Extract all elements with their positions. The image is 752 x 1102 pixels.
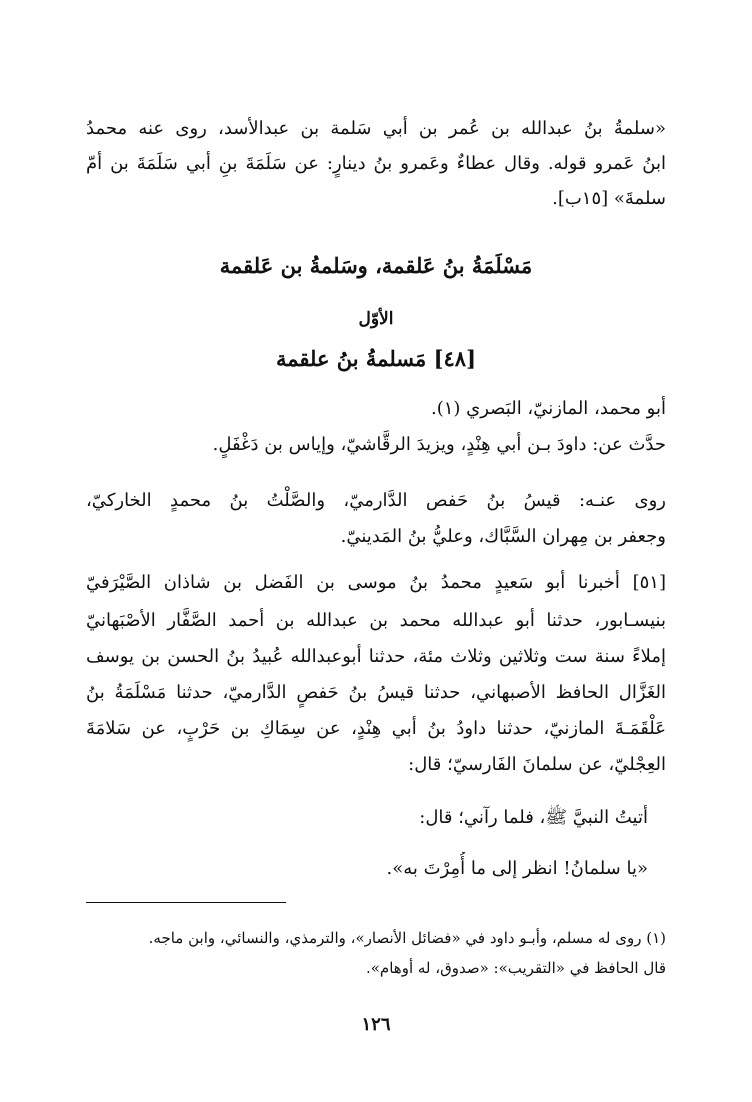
hadith-line-6: العِجْليّ، عن سلمانَ الفَارسيّ؛ قال: — [408, 754, 666, 775]
entry-line-narrated-from: حدَّث عن: داودَ بـن أبي هِنْدٍ، ويزيدَ الرقَّاشيّ، وإياس بن دَغْفَلٍ. — [212, 434, 666, 455]
entry-line-kunya: أبو محمد، المازنيّ، البَصري (١). — [430, 398, 666, 419]
hadith-line-3: إملاءً سنة ست وثلاثين وثلاث مئة، حدثنا أبوعبدالله عُبيدُ بنُ الحسن بن يوسف — [86, 646, 666, 667]
top-paragraph-line-1: «سلمةُ بنُ عبدالله بن عُمر بن أبي سَلمة بن عبدالأسد، روى عنه محمدُ — [86, 118, 666, 139]
footnote-line-1: (١) روى له مسلم، وأبـو داود في «فضائل الأنصار»، والترمذي، والنسائي، وابن ماجه. — [148, 929, 666, 947]
top-paragraph-line-2: ابنُ عَمرو قوله. وقال عطاءٌ وعَمرو بنُ دينارٍ: عن سَلَمَةَ بنِ أبي سَلَمَةَ بن أمّ — [86, 153, 666, 174]
hadith-line-2: بنيسـابور، حدثنا أبو عبدالله محمد بن عبدالله بن أحمد الصَّفَّار الأصْبَهانيّ — [86, 610, 666, 631]
entry-line-narrated-by: روى عنـه: قيسُ بنُ حَفص الدَّارميّ، والصَّلْتُ بنُ محمدٍ الخاركيّ، — [86, 490, 666, 511]
section-title: مَسْلَمَةُ بنُ عَلقمة، وسَلمةُ بن عَلقمة — [219, 253, 533, 278]
hadith-line-4: الغَزَّال الحافظ الأصبهاني، حدثنا قيسُ بنُ حَفصٍ الدَّارميّ، حدثنا مَسْلَمَةُ بنُ — [86, 682, 666, 703]
hadith-line-1: [٥١] أخبرنا أبو سَعيدٍ محمدُ بنُ موسى بن الفَضل بن شاذان الصَّيْرَفيّ — [86, 572, 666, 593]
quote-line-2: «يا سلمانُ! انظر إلى ما أُمِرْتَ به». — [386, 858, 648, 879]
footnote-separator — [86, 902, 286, 903]
entry-title: [٤٨] مَسلمةُ بنُ علقمة — [275, 346, 477, 371]
quote-line-1: أتيتُ النبيَّ ﷺ، فلما رآني؛ قال: — [419, 807, 648, 828]
top-paragraph-line-3: سلمةَ» [١٥ب]. — [552, 188, 666, 209]
hadith-line-5: عَلْقَمَـةَ المازنيّ، حدثنا داودُ بنُ أبي هِنْدٍ، عن سِمَاكِ بن حَرْبٍ، عن سَلامَةَ — [86, 718, 666, 739]
entry-line-narrated-by-cont: وجعفر بن مِهران السَّبَّاك، وعليُّ بنُ المَدينيّ. — [340, 526, 666, 547]
footnote-line-2: قال الحافظ في «التقريب»: «صدوق، له أوهام». — [365, 959, 666, 977]
subsection-title: الأوّل — [358, 309, 394, 329]
page-number: ١٢٦ — [361, 1014, 391, 1035]
